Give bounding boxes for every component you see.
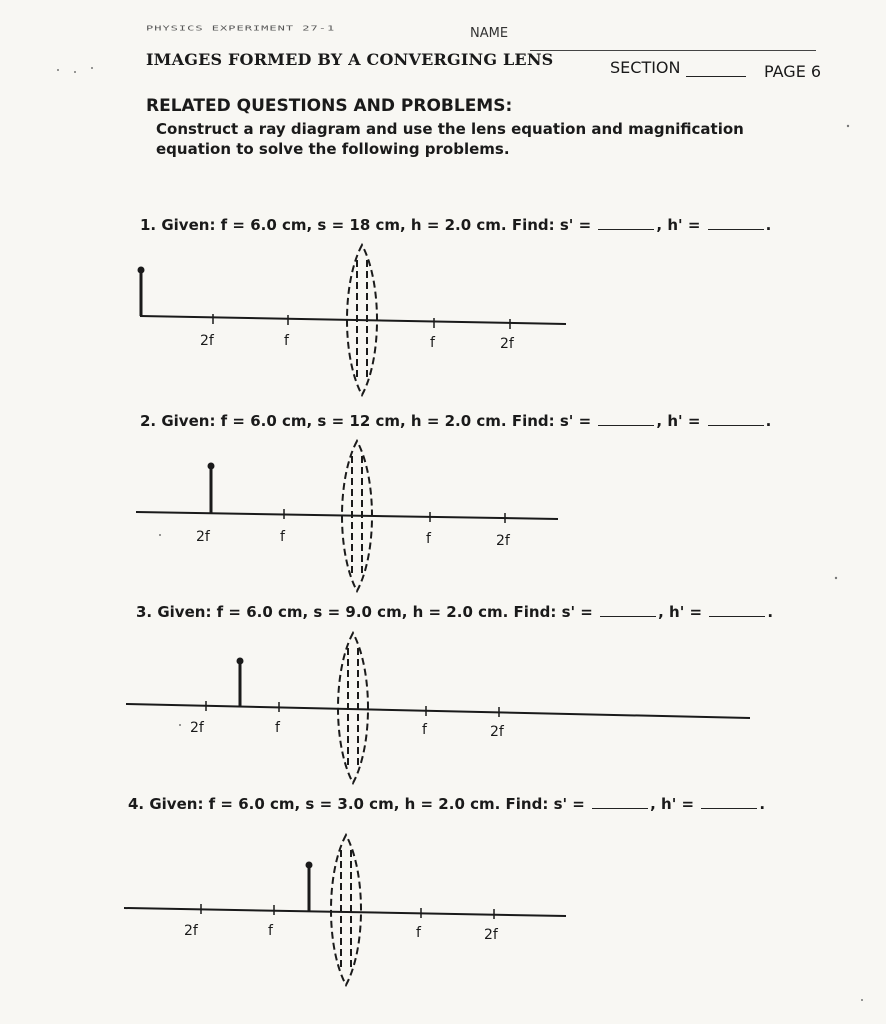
problem-4-h-label: , h' = [650,795,695,813]
diagram-1 [138,245,567,395]
object-arrow-head [306,862,313,869]
problem-3-h-label: , h' = [658,603,703,621]
problem-3: 3. Given: f = 6.0 cm, s = 9.0 cm, h = 2.0 cm. Find: s' = , h' = . [136,603,774,621]
problem-1: 1. Given: f = 6.0 cm, s = 18 cm, h = 2.0 cm. Find: s' = , h' = . [140,216,772,234]
object-arrow-head [138,267,145,274]
diagram-4 [124,835,566,985]
experiment-label: PHYSICS EXPERIMENT 27-1 [146,24,336,33]
label-2f-left: 2f [184,923,198,939]
problem-2-h-label: , h' = [656,412,701,430]
problem-2-text: 2. Given: f = 6.0 cm, s = 12 cm, h = 2.0 cm. Find: s' = [140,412,592,430]
object-arrow-head [208,463,215,470]
diagram-2 [136,441,558,591]
label-f-right: f [426,531,431,547]
label-f-right: f [422,722,427,738]
label-f-left: f [280,529,285,545]
experiment-title: IMAGES FORMED BY A CONVERGING LENS [146,50,554,69]
label-f-right: f [430,335,435,351]
scan-specks [57,67,863,1001]
label-f-left: f [268,923,273,939]
label-2f-left: 2f [196,529,210,545]
label-2f-right: 2f [500,336,514,352]
problem-1-h-label: , h' = [656,216,701,234]
label-f-left: f [275,720,280,736]
label-2f-left: 2f [200,333,214,349]
label-2f-right: 2f [496,533,510,549]
label-2f-right: 2f [490,724,504,740]
problem-1-text: 1. Given: f = 6.0 cm, s = 18 cm, h = 2.0 cm. Find: s' = [140,216,592,234]
label-f-left: f [284,333,289,349]
problem-3-text: 3. Given: f = 6.0 cm, s = 9.0 cm, h = 2.0 cm. Find: s' = [136,603,593,621]
section-label: SECTION [610,58,681,77]
instructions: Construct a ray diagram and use the lens equation and magnification equation to solve the following problems. [156,120,744,158]
optical-axis [140,316,566,324]
optical-axis [136,512,558,519]
page-number: PAGE 6 [764,62,822,81]
label-f-right: f [416,925,421,941]
problem-2: 2. Given: f = 6.0 cm, s = 12 cm, h = 2.0 cm. Find: s' = , h' = . [140,412,772,430]
label-2f-left: 2f [190,720,204,736]
object-arrow-head [237,658,244,665]
optical-axis [126,704,750,718]
label-2f-right: 2f [484,927,498,943]
optical-axis [124,908,566,916]
problem-4: 4. Given: f = 6.0 cm, s = 3.0 cm, h = 2.0 cm. Find: s' = , h' = . [128,795,766,813]
diagram-3 [126,633,750,783]
converging-lens [331,835,361,985]
section-heading: RELATED QUESTIONS AND PROBLEMS: [146,96,513,116]
problem-4-text: 4. Given: f = 6.0 cm, s = 3.0 cm, h = 2.0 cm. Find: s' = [128,795,585,813]
name-label: NAME [470,26,509,41]
